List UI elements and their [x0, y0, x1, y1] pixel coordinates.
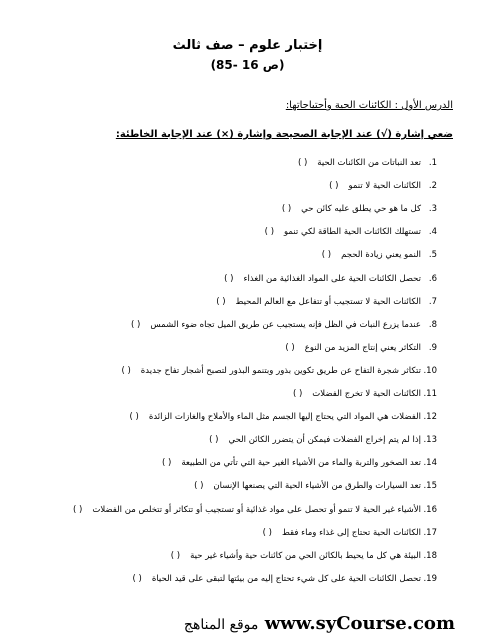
answer-blank[interactable]: ( )	[121, 365, 131, 376]
answer-blank[interactable]: ( )	[194, 481, 204, 492]
question-text: تتكاثر شجرة التفاح عن طريق تكوين بذور وبتنمو البذور لتصبح أشجار تفاح جديدة	[140, 365, 421, 376]
answer-blank[interactable]: ( )	[292, 389, 303, 399]
question-text: النمو يعني زيادة الحجم	[341, 250, 421, 261]
answer-blank[interactable]: ( )	[130, 319, 141, 330]
question-text: الكائنات الحية لا تخرج الفضلات	[312, 389, 421, 399]
question-number: 17.	[423, 527, 437, 538]
question-number: 14.	[423, 458, 437, 469]
question-item	[121, 365, 437, 377]
answer-blank[interactable]: ( )	[161, 458, 172, 469]
question-item	[329, 180, 437, 192]
question-number: 1.	[428, 158, 437, 168]
answer-blank[interactable]: ( )	[285, 342, 295, 353]
question-number: 15.	[423, 481, 437, 492]
answer-blank[interactable]: ( )	[132, 573, 142, 584]
question-number: 16.	[423, 504, 437, 515]
question-text: تعد الصخور والتربة والماء من الأشياء الغير حية التي تأتي من الطبيعة	[181, 458, 421, 469]
question-number: 3.	[428, 204, 437, 215]
question-text: الكائنات الحية لا تنمو	[348, 181, 421, 192]
question-number: 10.	[423, 365, 437, 376]
question-text: تعد السيارات والطرق من الأشياء الحية التي يصنعها الإنسان	[213, 481, 421, 492]
question-item	[224, 273, 437, 285]
question-text: كل ما هو حي يطلق عليه كائن حي	[301, 204, 421, 215]
question-number: 18.	[423, 550, 437, 561]
question-text: تحصل الكائنات الحية على كل شيء تحتاج إليه من بيئتها لتبقى على قيد الحياة	[151, 573, 421, 584]
footer-site-name: موقع المناهج	[183, 617, 259, 633]
question-item	[285, 342, 437, 354]
question-item	[194, 480, 437, 492]
answer-blank[interactable]: ( )	[224, 273, 234, 284]
question-text: الفضلات هي المواد التي يحتاج إليها الجسم مثل الماء والأملاح والغازات الزائدة	[148, 412, 421, 423]
answer-blank[interactable]: ( )	[264, 227, 275, 238]
answer-blank[interactable]: ( )	[262, 527, 272, 538]
footer-site-url: www.syCourse.com	[264, 613, 455, 634]
question-item	[282, 203, 437, 215]
question-text: الكائنات الحية لا تستجيب أو تتفاعل مع العالم المحيط	[235, 296, 421, 307]
answer-blank[interactable]: ( )	[329, 181, 339, 192]
question-item	[216, 296, 437, 308]
footer-watermark	[180, 613, 455, 634]
question-item	[130, 411, 437, 423]
question-text: الأشياء غير الحية لا تنمو أو تحصل على مواد غذائية أو تستجيب أو تتكاثر أو تتخلص من الفضلات	[92, 504, 421, 515]
answer-blank[interactable]: ( )	[209, 435, 219, 446]
question-number: 5.	[428, 250, 437, 261]
question-text: عندما يزرع النبات في الظل فإنه يستجيب عن طريق الميل تجاه ضوء الشمس	[150, 319, 421, 330]
question-item	[162, 457, 437, 469]
question-number: 9.	[428, 342, 437, 353]
answer-blank[interactable]: ( )	[321, 250, 332, 261]
answer-blank[interactable]: ( )	[129, 412, 139, 423]
question-item	[133, 573, 437, 585]
question-number: 11.	[423, 389, 437, 399]
question-number: 6.	[428, 273, 437, 284]
question-item	[131, 319, 437, 331]
question-text: تحصل الكائنات الحية على المواد الغذائية من الغذاء	[243, 273, 421, 284]
question-text: التكاثر يعني إنتاج المزيد من النوع	[304, 342, 421, 353]
question-number: 12.	[423, 412, 437, 423]
instruction-text: ضعي إشارة (√) عند الإجابة الصحيحة وإشارة (×) عند الإجابة الخاطئة:	[115, 129, 453, 140]
question-number: 7.	[428, 296, 437, 307]
question-text: البيئة هي كل ما يحيط بالكائن الحي من كائنات حية وأشياء غير حية	[190, 550, 421, 561]
question-number: 2.	[428, 181, 437, 192]
question-number: 4.	[428, 227, 437, 238]
page-range: (ص 16 -85)	[210, 58, 285, 72]
question-item	[322, 249, 437, 261]
question-number: 13.	[423, 435, 437, 446]
question-item	[171, 550, 437, 562]
question-text: إذا لم يتم إخراج الفضلات فيمكن أن يتضرر الكائن الحي	[228, 435, 421, 446]
question-number: 8.	[428, 319, 437, 330]
question-item	[209, 434, 437, 446]
answer-blank[interactable]: ( )	[297, 158, 308, 168]
answer-blank[interactable]: ( )	[216, 296, 226, 307]
question-item	[73, 504, 437, 516]
question-item	[263, 527, 437, 539]
question-text: تعد النباتات من الكائنات الحية	[317, 158, 421, 168]
answer-blank[interactable]: ( )	[281, 204, 292, 215]
question-text: تستهلك الكائنات الحية الطاقة لكي تنمو	[284, 227, 421, 238]
question-text: الكائنات الحية تحتاج إلى غذاء وماء فقط	[281, 527, 421, 538]
answer-blank[interactable]: ( )	[73, 504, 83, 515]
answer-blank[interactable]: ( )	[170, 550, 181, 561]
question-item	[265, 226, 437, 238]
question-item	[298, 157, 437, 169]
question-item	[293, 388, 437, 400]
question-number: 19.	[423, 573, 437, 584]
page-title: إختبار علوم – صف ثالث	[172, 38, 323, 53]
lesson-title: الدرس الأول : الكائنات الحية وأحتياجاتها:	[285, 100, 453, 111]
